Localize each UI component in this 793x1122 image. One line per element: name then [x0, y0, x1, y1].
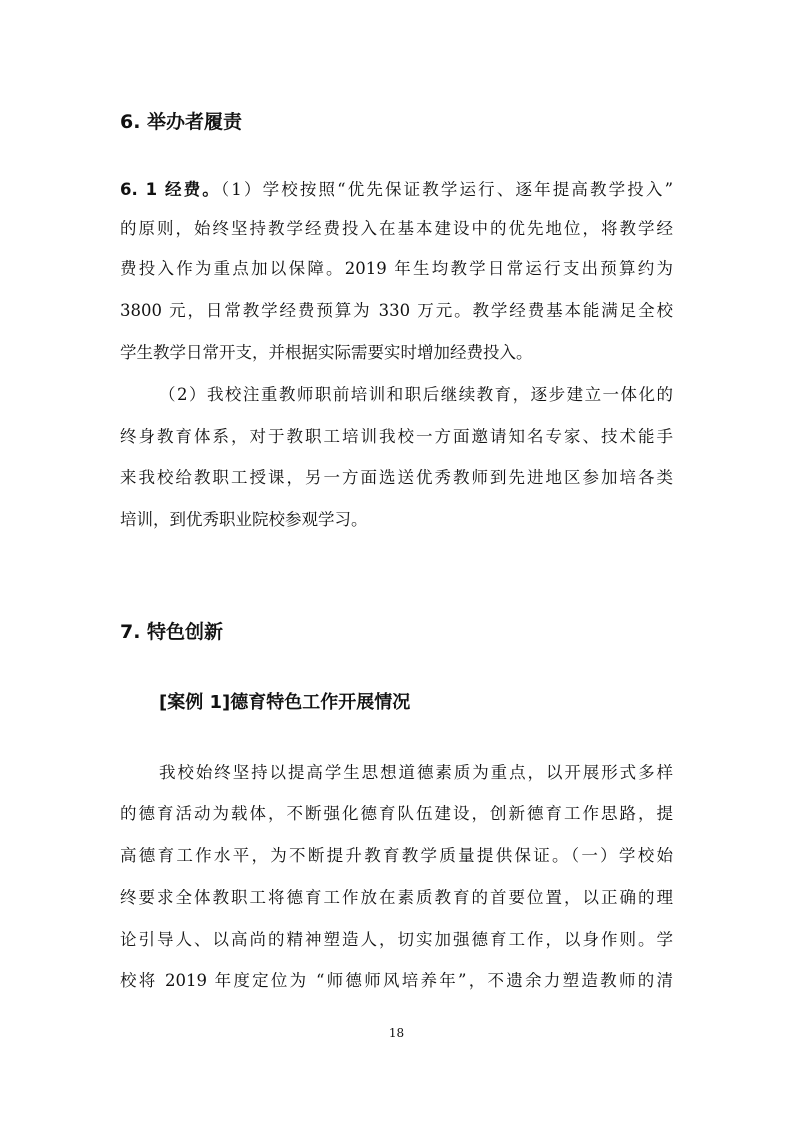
paragraph-line: 来我校给教职工授课，另一方面选送优秀教师到先进地区参加培各类	[120, 468, 673, 487]
paragraph-line: 终要求全体教职工将德育工作放在素质教育的首要位置，以正确的理	[120, 888, 673, 907]
paragraph-line: 3800 元，日常教学经费预算为 330 万元。教学经费基本能满足全校	[120, 301, 673, 320]
paragraph-line: 的原则，始终坚持教学经费投入在基本建设中的优先地位，将教学经	[120, 219, 673, 238]
paragraph-line: 论引导人、以高尚的精神塑造人，切实加强德育工作，以身作则。学	[120, 930, 673, 949]
paragraph-line: 我校始终坚持以提高学生思想道德素质为重点，以开展形式多样	[159, 763, 673, 782]
paragraph-line: 终身教育体系，对于教职工培训我校一方面邀请知名专家、技术能手	[120, 427, 673, 446]
paragraph-line	[120, 179, 673, 201]
section-6-heading: 6. 举办者履责	[120, 111, 243, 133]
page-number: 18	[388, 1026, 405, 1040]
paragraph-line: 校将 2019 年度定位为 “师德师风培养年”，不遗余力塑造教师的清	[120, 971, 673, 990]
paragraph-line: 的德育活动为载体，不断强化德育队伍建设，创新德育工作思路，提	[120, 804, 673, 823]
paragraph-line: 培训，到优秀职业院校参观学习。	[120, 510, 368, 529]
paragraph-text: （1）学校按照“优先保证教学运行、逐年提高教学投入”	[220, 180, 674, 199]
section-7-heading: 7. 特色创新	[120, 621, 224, 643]
paragraph-line: 费投入作为重点加以保障。2019 年生均教学日常运行支出预算约为	[120, 259, 673, 278]
paragraph-line: （2）我校注重教师职前培训和职后继续教育，逐步建立一体化的	[159, 385, 673, 404]
paragraph-line: 高德育工作水平，为不断提升教育教学质量提供保证。（一）学校始	[120, 846, 673, 865]
paragraph-line: 学生教学日常开支，并根据实际需要实时增加经费投入。	[120, 343, 533, 362]
case-title: [案例 1]德育特色工作开展情况	[159, 692, 411, 713]
subsection-6-1-lead: 6. 1 经费。	[120, 180, 221, 199]
